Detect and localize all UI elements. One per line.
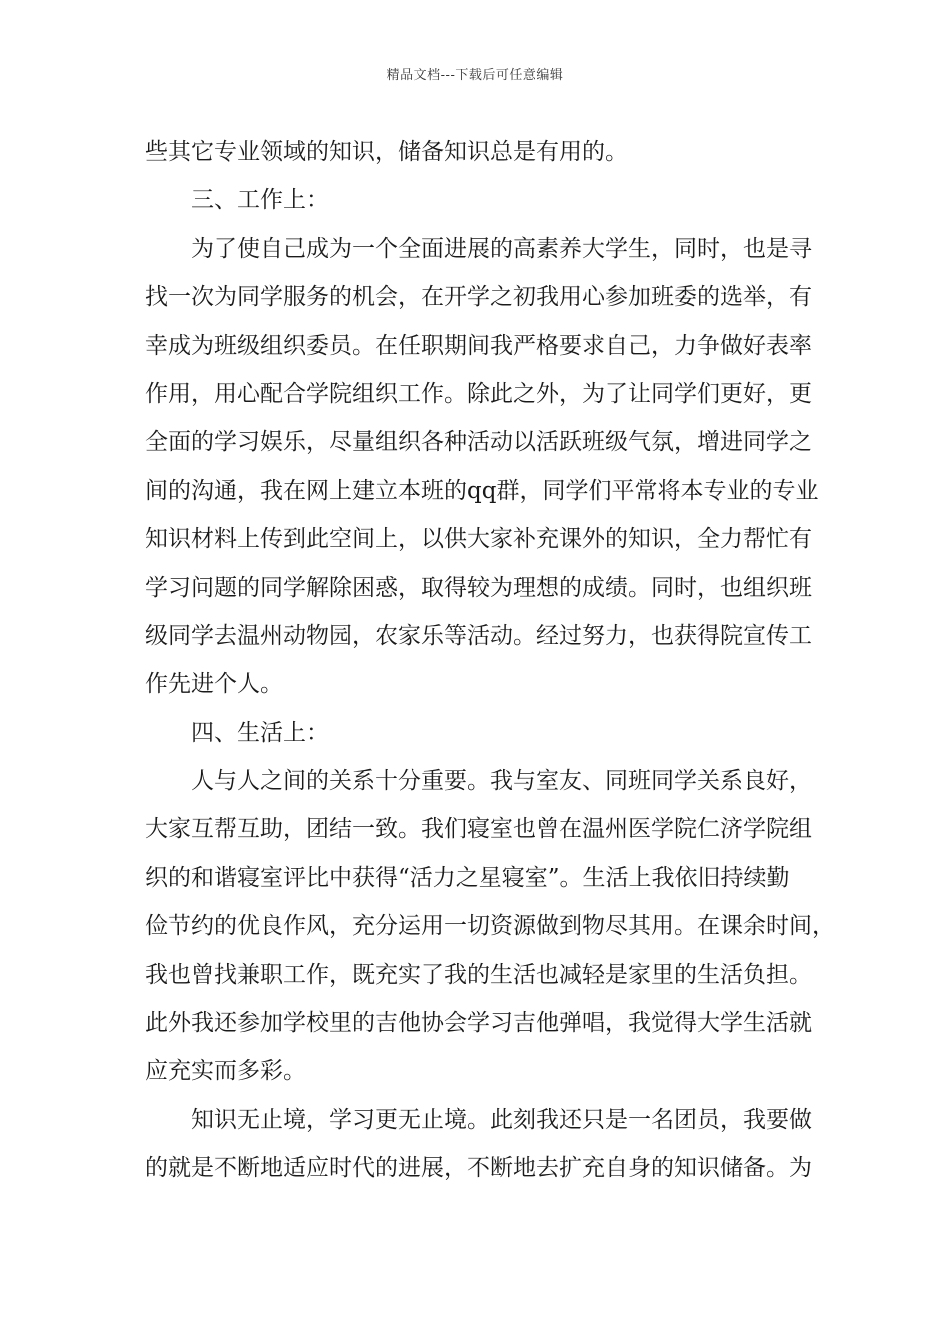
text-line: 为了使自己成为一个全面进展的高素养大学生，同时，也是寻 — [191, 235, 812, 262]
text-line: 俭节约的优良作风，充分运用一切资源做到物尽其用。在课余时间， — [145, 913, 835, 940]
document-body — [145, 128, 835, 1193]
text-line: 间的沟通，我在网上建立本班的qq群，同学们平常将本专业的专业 — [145, 477, 819, 504]
text-line: 此外我还参加学校里的吉他协会学习吉他弹唱，我觉得大学生活就 — [145, 1010, 812, 1037]
text-line: 幸成为班级组织委员。在任职期间我严格要求自己，力争做好表率 — [145, 332, 812, 359]
text-line: 找一次为同学服务的机会，在开学之初我用心参加班委的选举，有 — [145, 284, 812, 311]
section-heading-work: 三、工作上： — [191, 187, 329, 214]
text-line: 作用，用心配合学院组织工作。除此之外，为了让同学们更好，更 — [145, 380, 812, 407]
text-line: 应充实而多彩。 — [145, 1058, 306, 1085]
text-line: 作先进个人。 — [145, 671, 283, 698]
text-line: 大家互帮互助，团结一致。我们寝室也曾在温州医学院仁济学院组 — [145, 816, 812, 843]
text-line: 全面的学习娱乐，尽量组织各种活动以活跃班级气氛，增进同学之 — [145, 429, 812, 456]
text-line: 我也曾找兼职工作，既充实了我的生活也减轻是家里的生活负担。 — [145, 961, 812, 988]
section-heading-life: 四、生活上： — [191, 719, 329, 746]
text-line: 知识材料上传到此空间上，以供大家补充课外的知识，全力帮忙有 — [145, 526, 812, 553]
text-line: 知识无止境，学习更无止境。此刻我还只是一名团员，我要做 — [191, 1106, 812, 1133]
text-line: 学习问题的同学解除困惑，取得较为理想的成绩。同时，也组织班 — [145, 574, 812, 601]
text-line: 织的和谐寝室评比中获得“活力之星寝室”。生活上我依旧持续勤 — [145, 864, 790, 891]
text-line: 些其它专业领域的知识，储备知识总是有用的。 — [145, 139, 628, 165]
text-line: 人与人之间的关系十分重要。我与室友、同班同学关系良好， — [191, 768, 812, 795]
text-line: 级同学去温州动物园，农家乐等活动。经过努力，也获得院宣传工 — [145, 622, 812, 649]
page-header: 精品文档---下载后可任意编辑 — [386, 68, 564, 83]
text-line: 的就是不断地适应时代的进展，不断地去扩充自身的知识储备。为 — [145, 1155, 812, 1182]
